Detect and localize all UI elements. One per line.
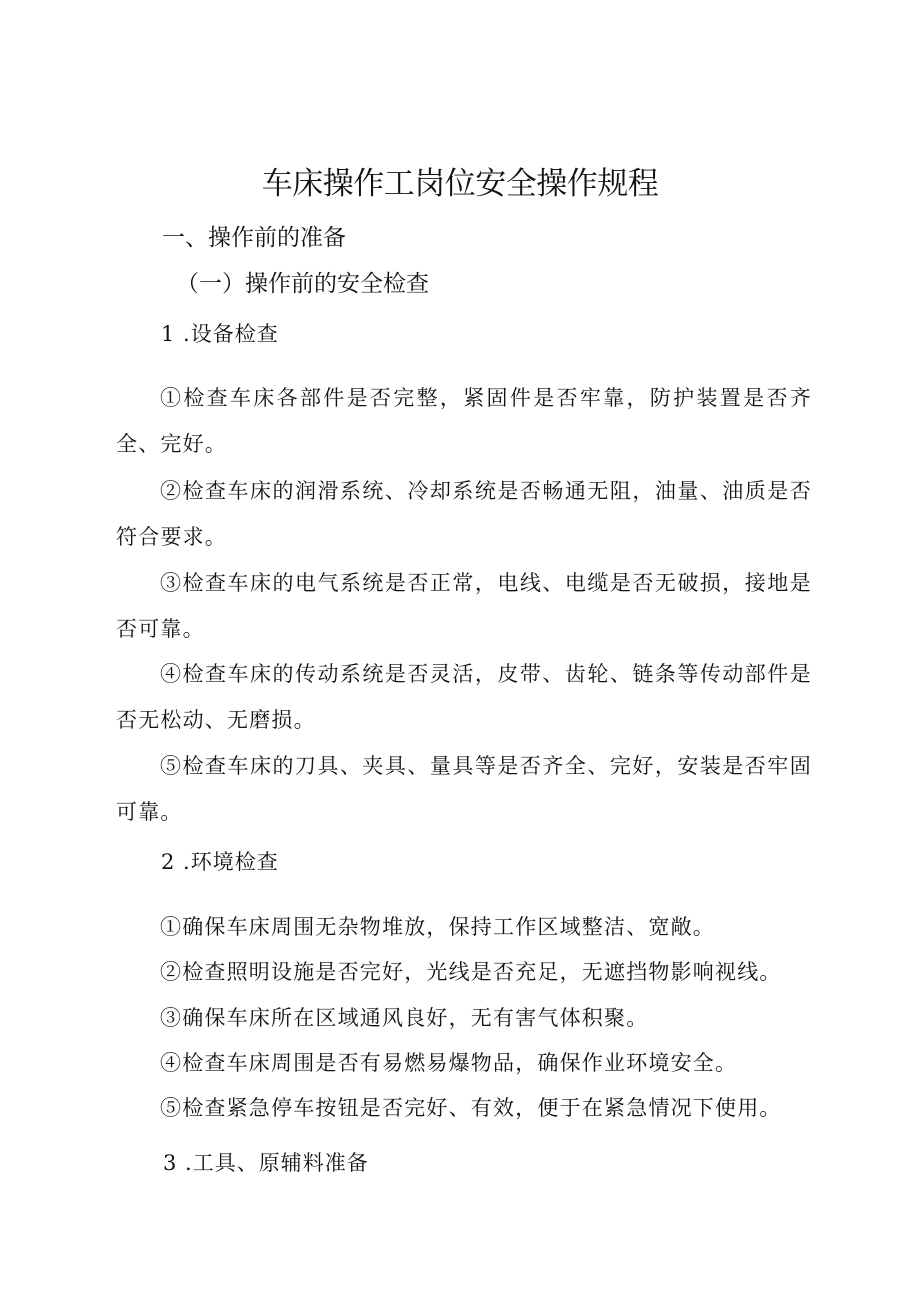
section-heading-preparation: 一、操作前的准备 — [162, 225, 346, 251]
item-heading-environment-check: 2 .环境检查 — [161, 850, 279, 874]
item-heading-tools-materials: 3 .工具、原辅料准备 — [163, 1151, 369, 1175]
item-heading-equipment-check: 1 .设备检查 — [161, 322, 279, 346]
subsection-heading-safety-check: （一）操作前的安全检查 — [176, 271, 429, 297]
equipment-check-paragraph: ④检查车床的传动系统是否灵活，皮带、齿轮、链条等传动部件是否无松动、无磨损。 — [116, 662, 812, 732]
equipment-check-paragraph: ③检查车床的电气系统是否正常，电线、电缆是否无破损，接地是否可靠。 — [116, 571, 812, 641]
environment-check-line: ①确保车床周围无杂物堆放，保持工作区域整洁、宽敞。 — [160, 915, 715, 939]
equipment-check-paragraph: ①检查车床各部件是否完整，紧固件是否牢靠，防护装置是否齐全、完好。 — [116, 386, 812, 456]
environment-check-line: ②检查照明设施是否完好，光线是否充足，无遮挡物影响视线。 — [160, 960, 782, 984]
document-title: 车床操作工岗位安全操作规程 — [261, 166, 659, 202]
equipment-check-paragraph: ②检查车床的润滑系统、冷却系统是否畅通无阻，油量、油质是否符合要求。 — [116, 479, 812, 549]
equipment-check-paragraph: ⑤检查车床的刀具、夹具、量具等是否齐全、完好，安装是否牢固可靠。 — [116, 754, 812, 824]
environment-check-line: ⑤检查紧急停车按钮是否完好、有效，便于在紧急情况下使用。 — [160, 1096, 782, 1120]
environment-check-line: ③确保车床所在区域通风良好，无有害气体积聚。 — [160, 1006, 649, 1030]
environment-check-line: ④检查车床周围是否有易燃易爆物品，确保作业环境安全。 — [160, 1051, 738, 1075]
